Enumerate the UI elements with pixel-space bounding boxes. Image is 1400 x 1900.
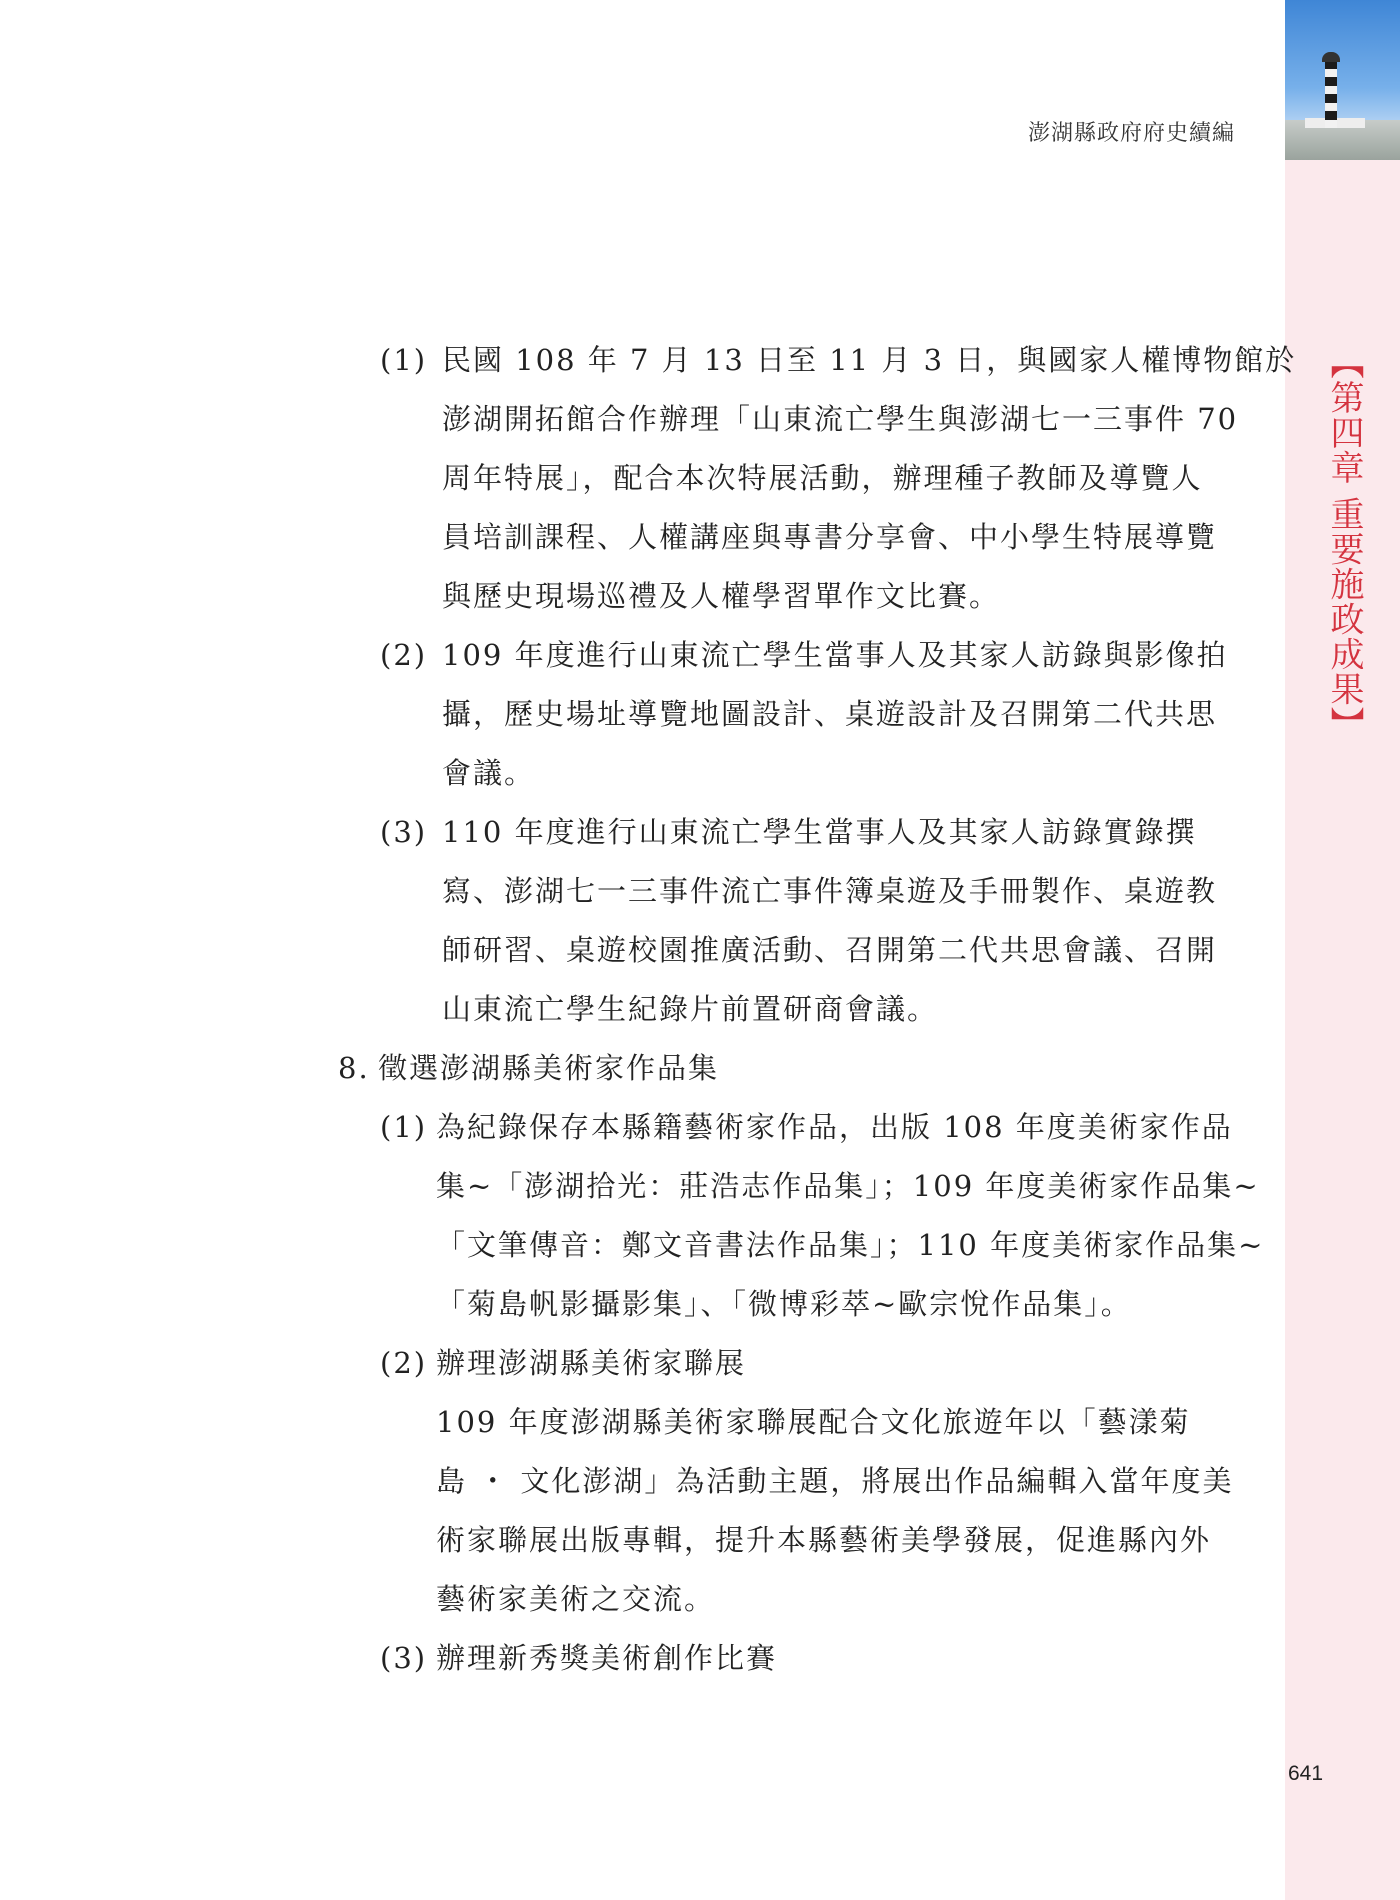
subsection-title: 辦理澎湖縣美術家聯展 [436,1346,747,1380]
paragraph-line: 員培訓課程、人權講座與專書分享會、中小學生特展導覽 [442,520,1218,554]
paragraph-line: 澎湖開拓館合作辦理「山東流亡學生與澎湖七一三事件 70 [442,402,1239,436]
paragraph-line: 為紀錄保存本縣籍藝術家作品，出版 108 年度美術家作品 [436,1110,1233,1144]
section-title: 徵選澎湖縣美術家作品集 [378,1051,720,1085]
chapter-sidebar [1285,0,1400,1900]
paragraph-line: 師研習、桌遊校園推廣活動、召開第二代共思會議、召開 [442,933,1218,967]
item-marker: (2) [380,1346,428,1380]
paragraph-line: 山東流亡學生紀錄片前置研商會議。 [442,992,939,1026]
paragraph-line: 「文筆傳音：鄭文音書法作品集」；110 年度美術家作品集~ [436,1228,1265,1262]
paragraph-line: 攝，歷史場址導覽地圖設計、桌遊設計及召開第二代共思 [442,697,1218,731]
paragraph-line: 周年特展」，配合本次特展活動，辦理種子教師及導覽人 [442,461,1203,495]
lighthouse-tower [1325,60,1337,128]
page-number: 641 [1288,1762,1324,1785]
lighthouse-photo [1285,0,1400,160]
lighthouse-lamp [1322,52,1340,62]
paragraph-line: 島 ・ 文化澎湖」為活動主題，將展出作品編輯入當年度美 [436,1464,1234,1498]
paragraph-line: 集~「澎湖拾光：莊浩志作品集」；109 年度美術家作品集~ [436,1169,1260,1203]
paragraph-line: 寫、澎湖七一三事件流亡事件簿桌遊及手冊製作、桌遊教 [442,874,1218,908]
paragraph-line: 民國 108 年 7 月 13 日至 11 月 3 日，與國家人權博物館於 [442,343,1297,377]
item-marker: (1) [380,343,428,377]
paragraph-line: 「菊島帆影攝影集」、「微博彩萃~歐宗悅作品集」。 [436,1287,1132,1321]
item-marker: (2) [380,638,428,672]
paragraph-line: 109 年度澎湖縣美術家聯展配合文化旅遊年以「藝漾菊 [436,1405,1191,1439]
section-number: 8. [338,1051,370,1085]
paragraph-line: 與歷史現場巡禮及人權學習單作文比賽。 [442,579,1001,613]
paragraph-line: 藝術家美術之交流。 [436,1582,716,1616]
paragraph-line: 109 年度進行山東流亡學生當事人及其家人訪錄與影像拍 [442,638,1228,672]
paragraph-line: 會議。 [442,756,536,790]
subsection-title: 辦理新秀獎美術創作比賽 [436,1641,778,1675]
item-marker: (3) [380,1641,428,1675]
item-marker: (3) [380,815,428,849]
item-marker: (1) [380,1110,428,1144]
paragraph-line: 術家聯展出版專輯，提升本縣藝術美學發展，促進縣內外 [436,1523,1212,1557]
paragraph-line: 110 年度進行山東流亡學生當事人及其家人訪錄實錄撰 [442,815,1197,849]
running-head: 澎湖縣政府府史續編 [1027,121,1235,146]
chapter-title: 【第四章 重要施政成果】 [1324,345,1364,742]
